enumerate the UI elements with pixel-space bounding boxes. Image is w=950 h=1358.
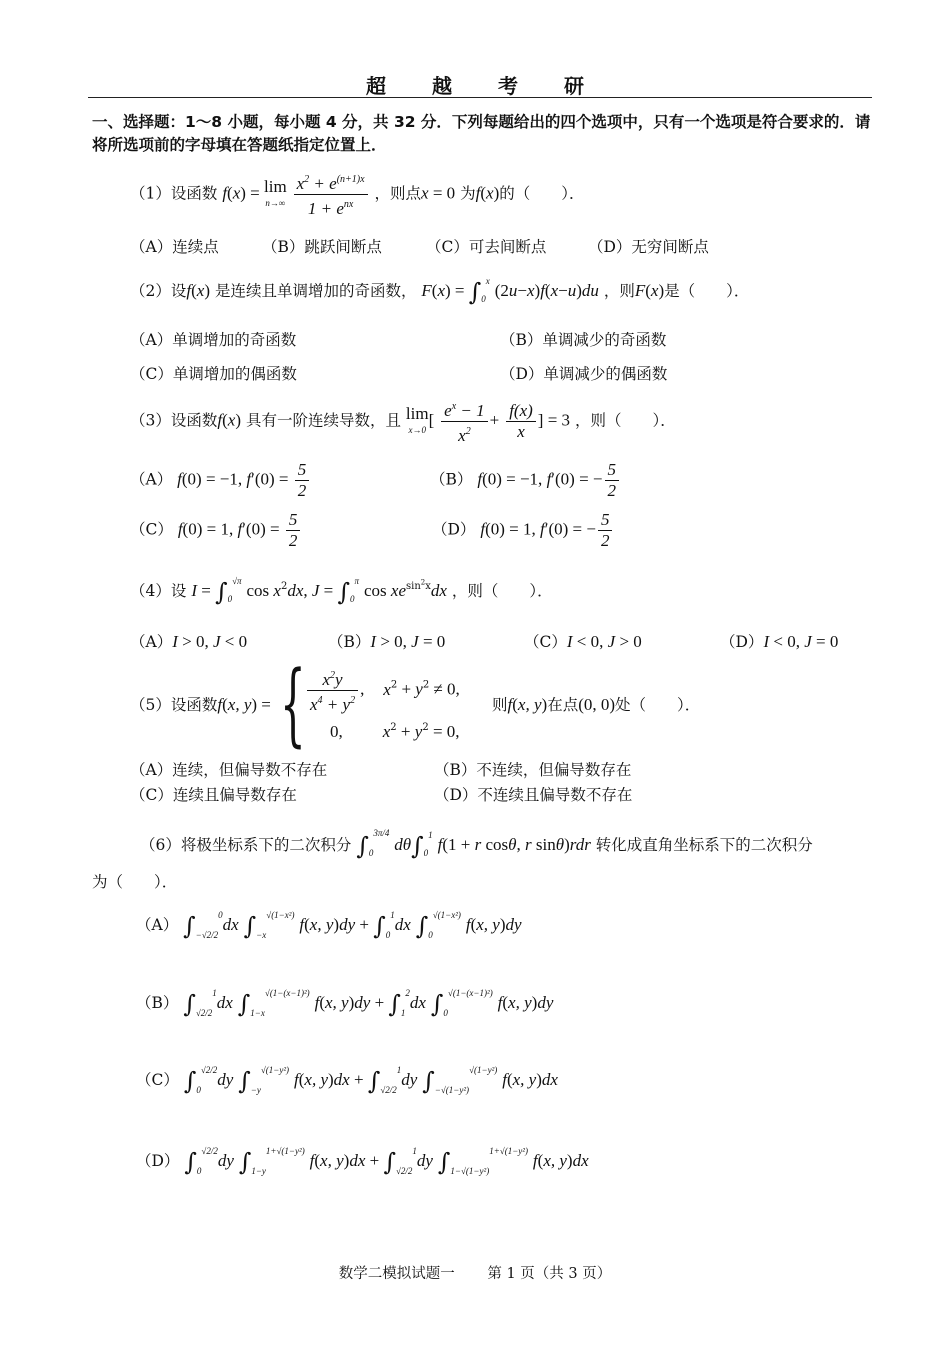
page-footer — [0, 1262, 950, 1283]
q3-option-a[interactable]: （A） f(0) = −1, f′(0) = $\frac{5}{2}$ — [130, 460, 311, 501]
q6-option-a[interactable]: （A） $\int_{-√2/2}^0dx$ $\int_{-x}^{√(1-x^2)}$ f(x, $y)dy + \int_0^1dx$ $\int_0^{√(1-x^2)}$ f(x, y)dy — [136, 910, 522, 940]
footer-subject: 数学二模拟试题一 — [338, 1266, 455, 1282]
q6-option-b[interactable]: （B） $\int_{√2/2}^1dx$ $\int_{1-x}^{√(1-(x-1)^2)}$ f(x, $y)dy + \int_1^2dx$ $\int_0^{√(1-(x-1)^2)}$ f(x, y)dy — [136, 988, 554, 1018]
header-rule — [88, 97, 872, 98]
q4-option-c[interactable]: （C）I < 0, J > 0 — [524, 632, 642, 651]
question-1: （1）设函数 f(x) = lim n→∞ $\frac{x^2 + e^{(n+1)x}}{1 + e^{nx}}$ ，则点x = 0 为f(x)的（ ）． — [130, 170, 585, 219]
piecewise-brace: { — [280, 652, 306, 757]
q2-option-a[interactable]: （A）单调增加的奇函数 — [130, 331, 297, 349]
q5-option-c[interactable]: （C）连续且偏导数存在 — [130, 786, 297, 804]
question-2: （2）设f(x) 是连续且单调增加的奇函数， $F(x) = \int_0^x$ (2u−x)f(x−u)du ，则F(x)是（ ）． — [130, 276, 750, 306]
q5-case-2: 0, $x^2 + y^2 = 0$, — [330, 722, 460, 741]
q5-option-d[interactable]: （D）不连续且偏导数不存在 — [434, 786, 633, 804]
footer-page-number: 第 1 页（共 3 页） — [487, 1266, 612, 1282]
q2-option-b[interactable]: （B）单调减少的奇函数 — [500, 331, 667, 349]
q1-option-c[interactable]: （C）可去间断点 — [426, 238, 547, 256]
q1-option-d[interactable]: （D）无穷间断点 — [588, 238, 709, 256]
question-3: （3）设函数f(x) 具有一阶连续导数，且 lim x→0 [ $\frac{e^x - 1}{x^2}$ + $\frac{f(x)}{x}$ ] = 3 ，则（ ）． — [130, 397, 676, 446]
q1-option-a[interactable]: （A）连续点 — [130, 238, 219, 256]
q1-formula: f — [222, 183, 228, 203]
q5-option-b[interactable]: （B）不连续，但偏导数存在 — [434, 761, 632, 779]
q6-line-2: 为（ ）． — [92, 873, 178, 891]
section-instruction: 一、选择题：1～8 小题，每小题 4 分，共 32 分．下列每题给出的四个选项中，只有一个选项是符合要求的．请将所选项前的字母填在答题纸指定位置上． — [92, 113, 871, 154]
q4-option-b[interactable]: （B）I > 0, J = 0 — [328, 632, 446, 651]
q3-option-d[interactable]: （D） f(0) = 1, f′(0) = − $\frac{5}{2}$ — [432, 510, 614, 551]
q5-option-a[interactable]: （A）连续，但偏导数不存在 — [130, 761, 328, 779]
q6-option-d[interactable]: （D） $\int_0^{√2/2}dy$ $\int_{1-y}^{1+√(1-y^2)}$ f(x, $y)dx + \int_{√2/2}^1dy$ $\int_{1-√(1-y^2)}^{1+√(1-y^2)}$ f(x, y)dx — [136, 1146, 589, 1176]
page-header-title: 超越考研 — [366, 74, 630, 98]
q3-option-c[interactable]: （C） f(0) = 1, f′(0) = $\frac{5}{2}$ — [130, 510, 302, 551]
q2-option-d[interactable]: （D）单调减少的偶函数 — [500, 365, 668, 383]
question-4: （4）设 $I = \int_0^{√\pi}$ $\cos x^2dx$, $J = \int_0^\pi$ $\cos xe^{sin^2x}dx$ ，则（ ）． — [130, 576, 553, 606]
q4-option-a[interactable]: （A）I > 0, J < 0 — [130, 632, 248, 651]
question-5-tail: 则f(x, y)在点(0, 0)处（ ）． — [492, 695, 701, 714]
q1-lead: （1）设函数 — [130, 184, 218, 203]
q2-option-c[interactable]: （C）单调增加的偶函数 — [130, 365, 297, 383]
question-5-lead: （5）设函数f(x, y) = — [130, 695, 271, 714]
q6-option-c[interactable]: （C） $\int_0^{√2/2}dy$ $\int_{-y}^{√(1-y^2)}$ f(x, $y)dx + \int_{√2/2}^1dy$ $\int_{-√(1-y^2)}^{√(1-y^2)}$ f(x, y)dx — [136, 1065, 558, 1095]
q5-case-1: $\frac{x^2y}{x^4 + y^2}$ , $x^2 + y^2 \ne 0$, — [305, 666, 460, 715]
q1-option-b[interactable]: （B）跳跃间断点 — [262, 238, 382, 256]
q4-option-d[interactable]: （D）I < 0, J = 0 — [720, 632, 839, 651]
q3-option-b[interactable]: （B） f(0) = −1, f′(0) = − $\frac{5}{2}$ — [430, 460, 621, 501]
question-6: （6）将极坐标系下的二次积分 $\int_0^{3\pi/4}$ $d\theta\int_0^1$ f(1 + r cosθ, r sinθ)rdr 转化成直角坐标系下的二次积分 — [140, 828, 813, 860]
